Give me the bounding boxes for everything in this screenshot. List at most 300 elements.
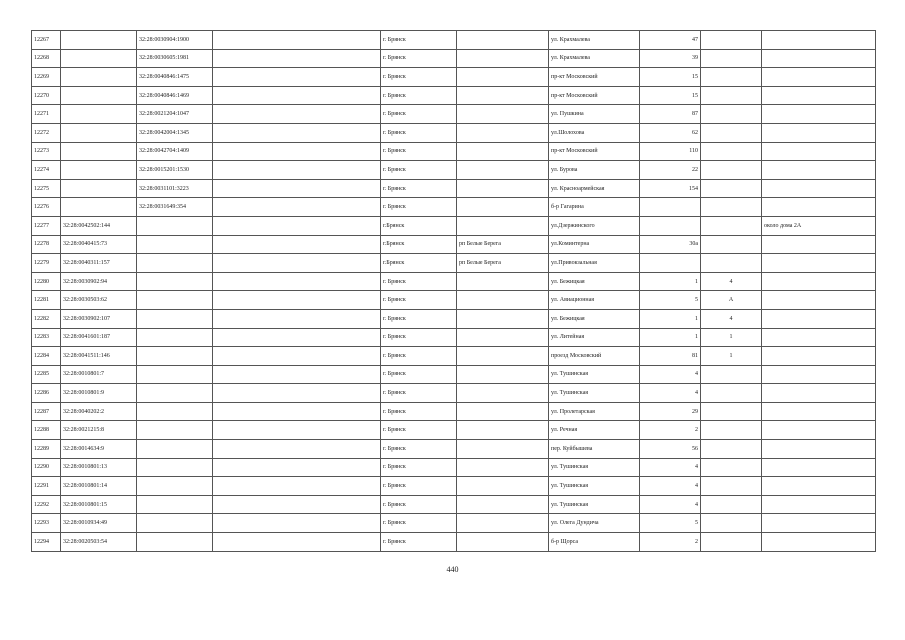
cell-id: 12275 [32,179,61,198]
cell-note [762,142,876,161]
cell-house: 15 [640,86,701,105]
cell-c3 [213,142,381,161]
cell-note [762,365,876,384]
cell-note [762,458,876,477]
cell-cad2 [137,458,213,477]
cell-cad1: 32:28:0010801:13 [61,458,137,477]
cell-city: г. Брянск [381,402,457,421]
cell-city: г. Брянск [381,68,457,87]
cell-c3 [213,309,381,328]
page-number: 440 [446,565,459,574]
cell-cad1: 32:28:0030902:94 [61,272,137,291]
cell-note [762,495,876,514]
cell-c3 [213,123,381,142]
cell-district [457,328,549,347]
cell-cad1: 32:28:0042502:144 [61,216,137,235]
cell-district [457,477,549,496]
cell-id: 12280 [32,272,61,291]
cell-note [762,384,876,403]
cell-note [762,31,876,50]
cell-district [457,495,549,514]
cell-district [457,384,549,403]
table-row [32,123,876,142]
table-row [32,309,876,328]
cell-house: 22 [640,161,701,180]
cell-district [457,347,549,366]
cell-id: 12269 [32,68,61,87]
cell-street: ул. Крахмалева [549,49,640,68]
cell-cad1 [61,198,137,217]
cell-id: 12272 [32,123,61,142]
cell-street: ул.Привокзальная [549,254,640,273]
cell-cad1 [61,31,137,50]
cell-corp [701,477,762,496]
cell-id: 12270 [32,86,61,105]
cell-district: рп Белые Берега [457,235,549,254]
cell-corp [701,421,762,440]
cell-house: 87 [640,105,701,124]
cell-note [762,402,876,421]
cell-note [762,477,876,496]
cell-cad1 [61,142,137,161]
cell-corp [701,198,762,217]
cell-c3 [213,402,381,421]
table-row [32,105,876,124]
cell-note [762,328,876,347]
cell-cad2 [137,495,213,514]
cell-corp: 1 [701,347,762,366]
cell-house: 4 [640,495,701,514]
cell-note [762,533,876,552]
cell-city: г. Брянск [381,495,457,514]
cell-cad1: 32:28:0041601:187 [61,328,137,347]
table-row [32,272,876,291]
cell-district [457,533,549,552]
cell-district [457,198,549,217]
cell-house: 1 [640,328,701,347]
cell-city: г. Брянск [381,31,457,50]
cell-house: 2 [640,421,701,440]
cell-c3 [213,198,381,217]
cell-house: 4 [640,365,701,384]
cell-corp [701,254,762,273]
cell-street: проезд Московский [549,347,640,366]
cell-street: ул. Пролетарская [549,402,640,421]
cell-house: 1 [640,272,701,291]
cell-city: г. Брянск [381,440,457,459]
cell-note [762,291,876,310]
cell-id: 12284 [32,347,61,366]
cell-corp [701,105,762,124]
cell-note [762,105,876,124]
cell-house: 39 [640,49,701,68]
cell-corp [701,161,762,180]
cell-id: 12283 [32,328,61,347]
cell-district [457,123,549,142]
table-row [32,347,876,366]
cell-house: 154 [640,179,701,198]
cell-cad1: 32:28:0040311:157 [61,254,137,273]
cell-id: 12282 [32,309,61,328]
cell-street: ул. Крахмалева [549,31,640,50]
cell-district [457,440,549,459]
cell-id: 12274 [32,161,61,180]
cell-c3 [213,179,381,198]
cell-house: 56 [640,440,701,459]
cell-house: 81 [640,347,701,366]
cell-street: ул. Авиационная [549,291,640,310]
table-row [32,495,876,514]
table-row [32,254,876,273]
cell-note [762,347,876,366]
cell-city: г. Брянск [381,458,457,477]
cell-c3 [213,272,381,291]
cell-house: 4 [640,384,701,403]
cell-c3 [213,254,381,273]
cell-note [762,123,876,142]
table-row [32,514,876,533]
cell-cad2 [137,440,213,459]
cell-cad1 [61,179,137,198]
cell-id: 12289 [32,440,61,459]
cell-city: г. Брянск [381,179,457,198]
cell-house [640,198,701,217]
cell-cad1: 32:28:0040415:73 [61,235,137,254]
cell-cad2 [137,272,213,291]
cell-cad1: 32:28:0010934:49 [61,514,137,533]
cell-street: ул.Дзержинского [549,216,640,235]
cell-id: 12290 [32,458,61,477]
cell-corp [701,458,762,477]
cell-c3 [213,514,381,533]
cell-corp [701,440,762,459]
cell-city: г. Брянск [381,49,457,68]
cell-district [457,86,549,105]
table-row [32,458,876,477]
table-row [32,365,876,384]
table-row [32,86,876,105]
cell-note [762,254,876,273]
cell-cad1: 32:28:0010801:7 [61,365,137,384]
cell-district [457,402,549,421]
cell-corp: 4 [701,272,762,291]
cell-cad1: 32:28:0030902:107 [61,309,137,328]
cell-district [457,458,549,477]
cell-corp [701,365,762,384]
cell-c3 [213,235,381,254]
table-row [32,31,876,50]
cell-house: 4 [640,477,701,496]
table-row [32,384,876,403]
cell-cad2: 32:28:0031649:354 [137,198,213,217]
cell-corp [701,216,762,235]
cell-city: г.Брянск [381,216,457,235]
cell-c3 [213,495,381,514]
cell-id: 12271 [32,105,61,124]
cell-note [762,86,876,105]
cell-house: 29 [640,402,701,421]
cell-cad1: 32:28:0010801:9 [61,384,137,403]
cell-street: ул.Шолохова [549,123,640,142]
cell-street: пр-кт Московский [549,68,640,87]
cell-street: ул. Бежицкая [549,309,640,328]
cell-street: ул. Тушинская [549,384,640,403]
cell-c3 [213,533,381,552]
cell-id: 12286 [32,384,61,403]
cell-id: 12273 [32,142,61,161]
cell-street: ул.Коминтерна [549,235,640,254]
cell-corp: 4 [701,309,762,328]
cell-district [457,309,549,328]
cell-cad2 [137,347,213,366]
cell-cad2 [137,291,213,310]
cell-corp [701,142,762,161]
cell-c3 [213,161,381,180]
cell-note [762,235,876,254]
cell-city: г. Брянск [381,309,457,328]
cell-cad2 [137,328,213,347]
cell-note: около дома 2А [762,216,876,235]
cell-cad2 [137,235,213,254]
cell-house [640,216,701,235]
cell-id: 12285 [32,365,61,384]
cell-c3 [213,347,381,366]
cell-cad2 [137,365,213,384]
cell-city: г. Брянск [381,533,457,552]
cell-house [640,254,701,273]
cell-note [762,309,876,328]
cell-cad1 [61,161,137,180]
cell-house: 15 [640,68,701,87]
cell-district [457,179,549,198]
cell-id: 12287 [32,402,61,421]
table-row [32,68,876,87]
cell-street: ул. Бурова [549,161,640,180]
cell-house: 4 [640,458,701,477]
cell-note [762,440,876,459]
cell-cad2: 32:28:0042004:1345 [137,123,213,142]
cell-street: ул. Красноармейская [549,179,640,198]
cell-street: ул. Литейная [549,328,640,347]
cell-house: 2 [640,533,701,552]
cell-c3 [213,328,381,347]
cell-street: пр-кт Московский [549,86,640,105]
cell-street: пер. Куйбышева [549,440,640,459]
cell-city: г. Брянск [381,142,457,161]
cell-corp [701,86,762,105]
cell-cad2 [137,402,213,421]
cell-cad1: 32:28:0010801:15 [61,495,137,514]
cell-house: 30а [640,235,701,254]
cell-district [457,31,549,50]
cell-city: г.Брянск [381,235,457,254]
cell-id: 12279 [32,254,61,273]
cell-corp [701,384,762,403]
cell-cad1: 32:28:0020503:54 [61,533,137,552]
cell-street: ул. Тушинская [549,458,640,477]
cell-cad2 [137,254,213,273]
cell-c3 [213,216,381,235]
table-row [32,421,876,440]
cell-district [457,142,549,161]
table-row [32,216,876,235]
cell-c3 [213,365,381,384]
cell-c3 [213,477,381,496]
cell-district: рп Белые Берега [457,254,549,273]
cell-street: ул. Речная [549,421,640,440]
table-row [32,402,876,421]
cell-c3 [213,49,381,68]
cell-corp: 1 [701,328,762,347]
cell-id: 12281 [32,291,61,310]
cell-c3 [213,421,381,440]
cell-city: г. Брянск [381,347,457,366]
cell-cad1 [61,49,137,68]
table-row [32,198,876,217]
cell-district [457,49,549,68]
cell-cad1 [61,86,137,105]
cell-district [457,216,549,235]
cell-district [457,514,549,533]
cell-corp [701,533,762,552]
cell-cad1 [61,105,137,124]
table-row [32,49,876,68]
cell-city: г. Брянск [381,421,457,440]
cell-c3 [213,458,381,477]
cell-house: 110 [640,142,701,161]
cell-city: г. Брянск [381,477,457,496]
cell-street: б-р Щорса [549,533,640,552]
cell-district [457,291,549,310]
cell-street: ул. Пушкина [549,105,640,124]
cell-c3 [213,291,381,310]
cell-city: г. Брянск [381,161,457,180]
table-row [32,142,876,161]
cell-cad1: 32:28:0030503:62 [61,291,137,310]
cell-note [762,161,876,180]
cell-street: ул. Тушинская [549,365,640,384]
cell-district [457,272,549,291]
cell-cad2: 32:28:0040846:1469 [137,86,213,105]
cell-cad1: 32:28:0014634:9 [61,440,137,459]
cell-c3 [213,384,381,403]
cell-id: 12268 [32,49,61,68]
cell-c3 [213,86,381,105]
cell-id: 12276 [32,198,61,217]
cell-note [762,272,876,291]
cell-c3 [213,440,381,459]
cell-note [762,68,876,87]
cell-corp [701,495,762,514]
cell-note [762,514,876,533]
cell-id: 12293 [32,514,61,533]
registry-table [31,30,876,552]
cell-city: г. Брянск [381,105,457,124]
cell-c3 [213,68,381,87]
cell-id: 12294 [32,533,61,552]
cell-c3 [213,105,381,124]
cell-street: ул. Тушинская [549,477,640,496]
cell-city: г. Брянск [381,198,457,217]
cell-note [762,421,876,440]
cell-house: 5 [640,514,701,533]
cell-district [457,161,549,180]
cell-cad2 [137,309,213,328]
cell-district [457,68,549,87]
cell-cad2: 32:28:0030904:1900 [137,31,213,50]
cell-cad2 [137,477,213,496]
table-row [32,291,876,310]
cell-cad2 [137,533,213,552]
table-row [32,440,876,459]
cell-cad2 [137,216,213,235]
cell-house: 62 [640,123,701,142]
cell-corp [701,68,762,87]
cell-cad1 [61,123,137,142]
cell-city: г.Брянск [381,254,457,273]
cell-city: г. Брянск [381,365,457,384]
table-row [32,235,876,254]
cell-city: г. Брянск [381,384,457,403]
cell-street: б-р Гагарина [549,198,640,217]
cell-cad2: 32:28:0042704:1409 [137,142,213,161]
cell-district [457,421,549,440]
cell-cad1 [61,68,137,87]
cell-street: ул. Олега Дундича [549,514,640,533]
cell-cad2: 32:28:0031101:3223 [137,179,213,198]
cell-city: г. Брянск [381,272,457,291]
cell-corp [701,31,762,50]
cell-id: 12278 [32,235,61,254]
cell-cad1: 32:28:0010801:14 [61,477,137,496]
cell-corp: А [701,291,762,310]
cell-city: г. Брянск [381,514,457,533]
cell-c3 [213,31,381,50]
table-body [32,31,876,552]
cell-street: ул. Бежицкая [549,272,640,291]
cell-district [457,365,549,384]
cell-district [457,105,549,124]
cell-cad2: 32:28:0021204:1047 [137,105,213,124]
cell-note [762,49,876,68]
cell-corp [701,514,762,533]
cell-street: ул. Тушинская [549,495,640,514]
cell-cad1: 32:28:0041511:146 [61,347,137,366]
table-row [32,179,876,198]
cell-corp [701,402,762,421]
cell-cad2 [137,421,213,440]
cell-city: г. Брянск [381,123,457,142]
cell-id: 12267 [32,31,61,50]
cell-city: г. Брянск [381,86,457,105]
cell-city: г. Брянск [381,291,457,310]
cell-street: пр-кт Московский [549,142,640,161]
cell-cad1: 32:28:0040202:2 [61,402,137,421]
cell-id: 12288 [32,421,61,440]
cell-id: 12277 [32,216,61,235]
table-row [32,328,876,347]
cell-corp [701,235,762,254]
cell-house: 5 [640,291,701,310]
cell-cad2: 32:28:0015201:1530 [137,161,213,180]
cell-cad2: 32:28:0030605:1981 [137,49,213,68]
cell-cad2: 32:28:0040846:1475 [137,68,213,87]
table-row [32,533,876,552]
cell-corp [701,123,762,142]
cell-note [762,179,876,198]
cell-house: 47 [640,31,701,50]
cell-corp [701,179,762,198]
